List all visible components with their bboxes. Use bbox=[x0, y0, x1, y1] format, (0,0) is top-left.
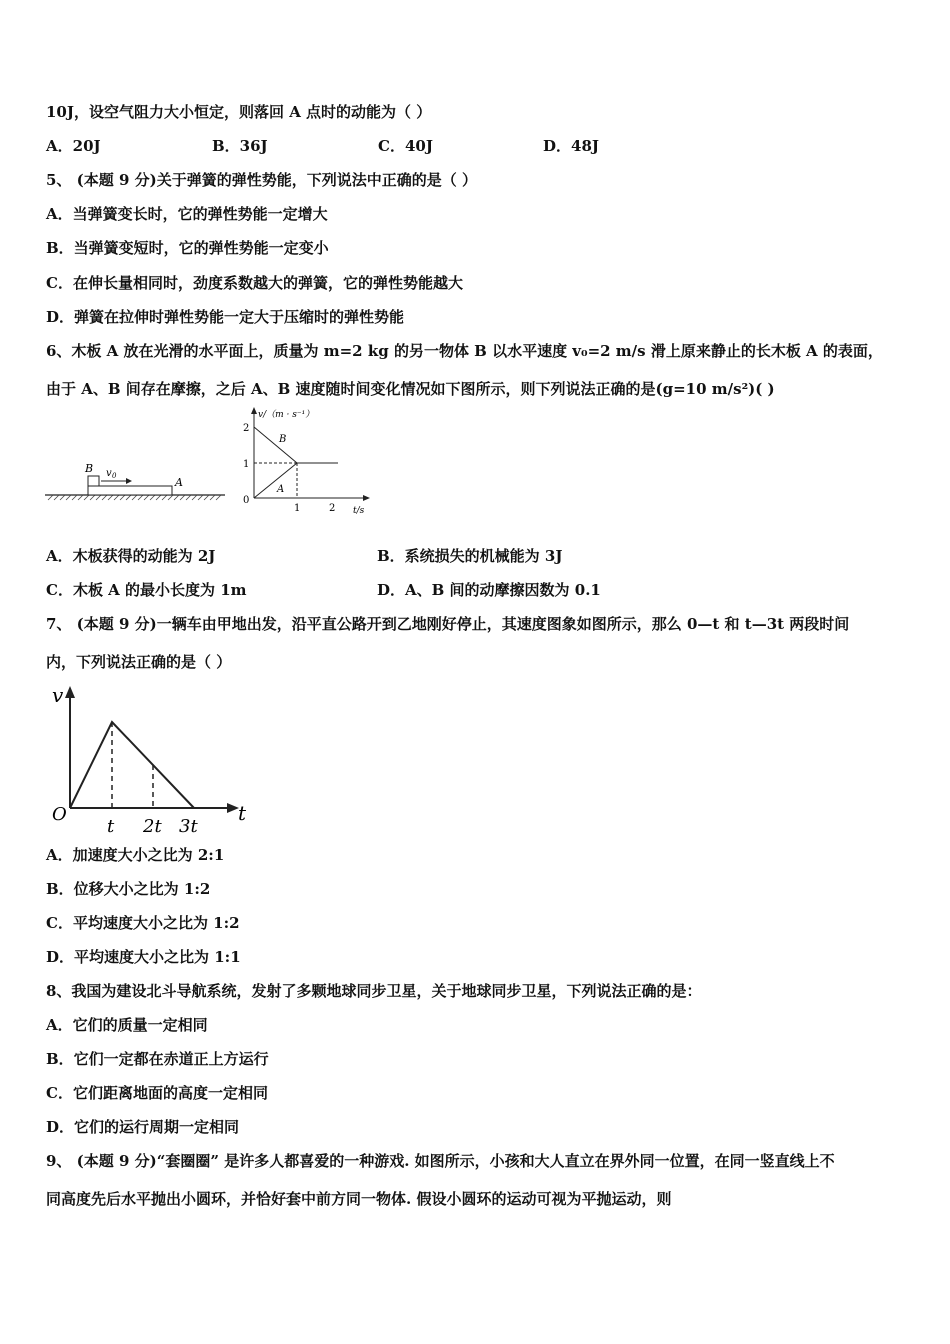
q5-option-b: B．当弹簧变短时，它的弹性势能一定变小 bbox=[46, 239, 329, 257]
q9-stem-line2: 同高度先后水平抛出小圆环，并恰好套中前方同一物体. 假设小圆环的运动可视为平抛运动，则 bbox=[46, 1190, 672, 1208]
y-axis-label: v/（m · s⁻¹） bbox=[258, 410, 315, 420]
q6-stem-line2: 由于 A、B 间存在摩擦，之后 A、B 速度随时间变化情况如下图所示，则下列说法正确的是(g=10 m/s²)( ) bbox=[46, 380, 775, 398]
series-a-line bbox=[254, 463, 297, 498]
label-a: A bbox=[175, 476, 183, 489]
x-tick-2t: 2t bbox=[143, 816, 162, 837]
q7-stem-line2: 内，下列说法正确的是（ ） bbox=[46, 653, 232, 671]
q6-stem-line1: 6、木板 A 放在光滑的水平面上，质量为 m=2 kg 的另一物体 B 以水平速度 v₀=2 m/s 滑上原来静止的长木板 A 的表面， bbox=[46, 342, 883, 360]
board-a bbox=[88, 486, 172, 495]
x-axis-label: t bbox=[238, 801, 247, 825]
series-b-label: B bbox=[279, 434, 287, 445]
q7-option-d: D．平均速度大小之比为 1:1 bbox=[46, 948, 241, 966]
q7-stem-line1: 7、 (本题 9 分)一辆车由甲地出发，沿平直公路开到乙地刚好停止，其速度图象如图所示，那么 0—t 和 t—3t 两段时间 bbox=[46, 615, 850, 633]
q6-option-b: B．系统损失的机械能为 3J bbox=[377, 547, 563, 565]
series-b-line bbox=[254, 427, 297, 463]
block-b bbox=[88, 476, 99, 486]
x-tick-3t: 3t bbox=[179, 816, 198, 837]
y-axis-label: v bbox=[52, 683, 64, 707]
q6-board-figure bbox=[40, 455, 230, 510]
q4-option-a: A．20J bbox=[46, 137, 101, 155]
q5-stem: 5、 (本题 9 分)关于弹簧的弹性势能，下列说法中正确的是（ ） bbox=[46, 171, 477, 189]
y-tick-2: 2 bbox=[243, 423, 250, 434]
q7-option-c: C．平均速度大小之比为 1:2 bbox=[46, 914, 240, 932]
q8-option-d: D．它们的运行周期一定相同 bbox=[46, 1118, 240, 1136]
y-axis-arrowhead bbox=[65, 686, 75, 698]
q5-option-a: A．当弹簧变长时，它的弹性势能一定增大 bbox=[46, 205, 328, 223]
q7-vt-graph bbox=[46, 682, 256, 837]
q7-option-b: B．位移大小之比为 1:2 bbox=[46, 880, 211, 898]
label-v0: v bbox=[106, 468, 112, 479]
q5-option-d: D．弹簧在拉伸时弹性势能一定大于压缩时的弹性势能 bbox=[46, 308, 405, 326]
q8-stem: 8、我国为建设北斗导航系统，发射了多颗地球同步卫星，关于地球同步卫星，下列说法正确的是： bbox=[46, 982, 702, 1000]
q8-option-b: B．它们一定都在赤道正上方运行 bbox=[46, 1050, 269, 1068]
label-v0-sub: 0 bbox=[112, 472, 117, 480]
y-axis-arrowhead bbox=[251, 407, 257, 414]
y-tick-1: 1 bbox=[243, 459, 250, 470]
label-b: B bbox=[85, 462, 94, 475]
q9-stem-line1: 9、 (本题 9 分)“套圈圈” 是许多人都喜爱的一种游戏. 如图所示，小孩和大人直立在界外同一位置，在同一竖直线上不 bbox=[46, 1152, 835, 1170]
q8-option-c: C．它们距离地面的高度一定相同 bbox=[46, 1084, 268, 1102]
ground-hatching bbox=[48, 495, 221, 500]
q6-vt-graph bbox=[235, 405, 385, 520]
velocity-curve bbox=[70, 722, 194, 808]
q4-option-c: C．40J bbox=[378, 137, 433, 155]
q5-option-c: C．在伸长量相同时，劲度系数越大的弹簧，它的弹性势能越大 bbox=[46, 274, 463, 292]
q6-option-c: C．木板 A 的最小长度为 1m bbox=[46, 581, 247, 599]
q4-stem-tail: 10J，设空气阻力大小恒定，则落回 A 点时的动能为（ ） bbox=[46, 103, 432, 121]
series-a-label: A bbox=[277, 484, 285, 495]
q6-option-a: A．木板获得的动能为 2J bbox=[46, 547, 216, 565]
x-axis-label: t/s bbox=[353, 506, 365, 516]
origin-label: O bbox=[52, 804, 67, 825]
x-tick-t: t bbox=[107, 816, 115, 837]
q4-option-d: D．48J bbox=[543, 137, 599, 155]
x-tick-1: 1 bbox=[294, 503, 301, 514]
q8-option-a: A．它们的质量一定相同 bbox=[46, 1016, 208, 1034]
q4-option-b: B．36J bbox=[212, 137, 268, 155]
velocity-arrowhead bbox=[126, 478, 132, 484]
q7-option-a: A．加速度大小之比为 2:1 bbox=[46, 846, 225, 864]
q6-option-d: D．A、B 间的动摩擦因数为 0.1 bbox=[377, 581, 601, 599]
x-axis-arrowhead bbox=[363, 495, 370, 501]
x-tick-2: 2 bbox=[329, 503, 336, 514]
y-tick-0: 0 bbox=[243, 495, 250, 506]
